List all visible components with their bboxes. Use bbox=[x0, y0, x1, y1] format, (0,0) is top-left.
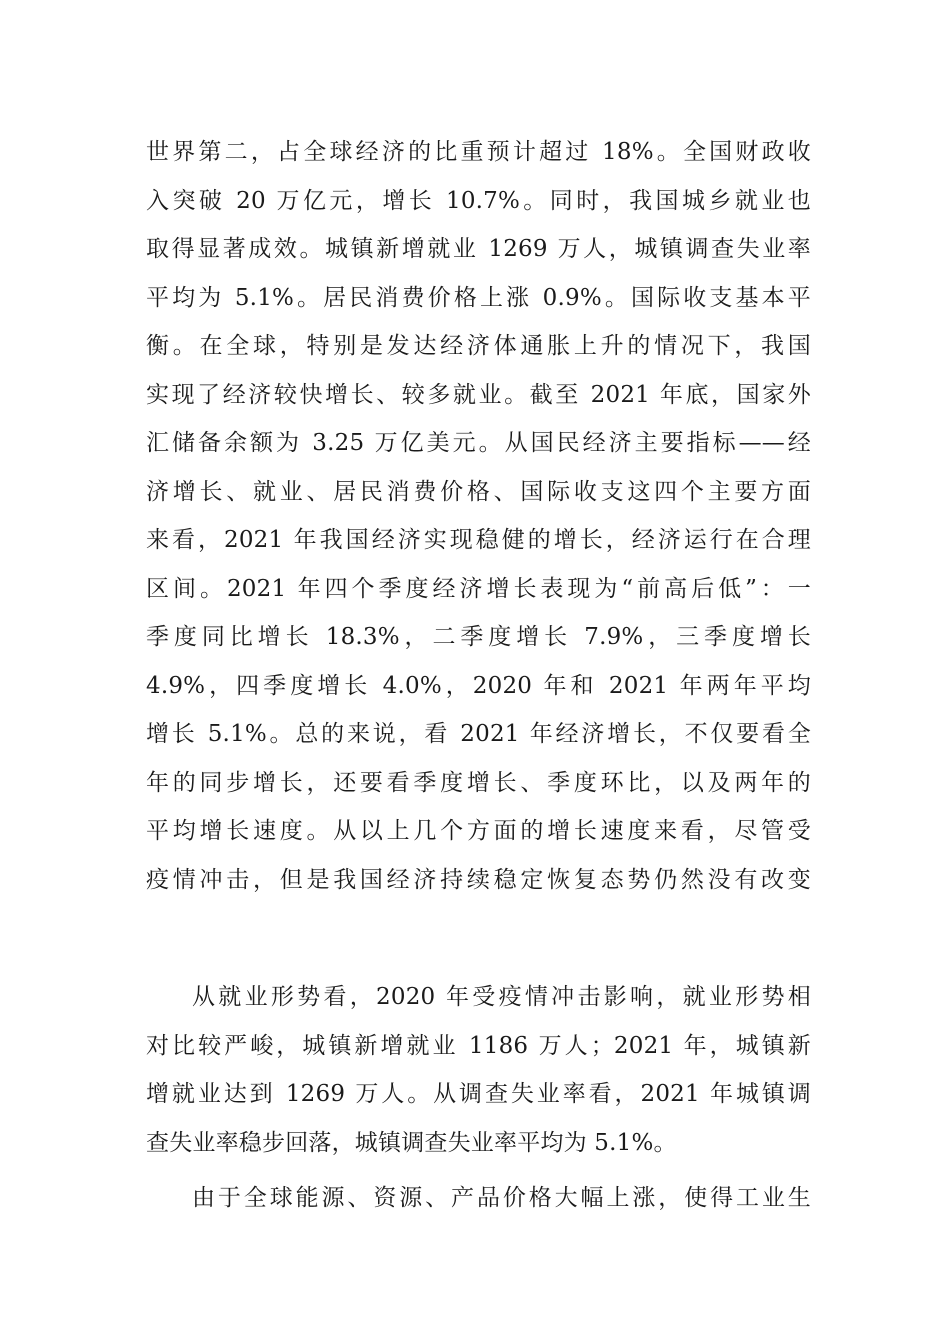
paragraph-prices bbox=[146, 1174, 811, 1223]
paragraph-line: 入突破 20 万亿元，增长 10.7%。同时，我国城乡就业也 bbox=[146, 187, 811, 214]
paragraph-line: 区间。2021 年四个季度经济增长表现为“前高后低”：一 bbox=[146, 575, 811, 602]
paragraph-line: 衡。在全球，特别是发达经济体通胀上升的情况下，我国 bbox=[146, 333, 811, 359]
paragraph-economy-overview bbox=[146, 128, 811, 904]
paragraph-employment bbox=[146, 973, 811, 1167]
paragraph-line: 对比较严峻，城镇新增就业 1186 万人；2021 年，城镇新 bbox=[146, 1032, 811, 1059]
paragraph-line: 增长 5.1%。总的来说，看 2021 年经济增长，不仅要看全 bbox=[146, 721, 811, 747]
paragraph-line: 平均增长速度。从以上几个方面的增长速度来看，尽管受 bbox=[146, 818, 811, 844]
paragraph-line: 济增长、就业、居民消费价格、国际收支这四个主要方面 bbox=[146, 478, 811, 505]
paragraph-line: 平均为 5.1%。居民消费价格上涨 0.9%。国际收支基本平 bbox=[146, 284, 811, 311]
paragraph-line: 增就业达到 1269 万人。从调查失业率看，2021 年城镇调 bbox=[146, 1081, 811, 1107]
paragraph-line: 疫情冲击，但是我国经济持续稳定恢复态势仍然没有改变 bbox=[146, 866, 811, 893]
paragraph-line: 查失业率稳步回落，城镇调查失业率平均为 5.1%。 bbox=[146, 1129, 677, 1156]
paragraph-line: 年的同步增长，还要看季度增长、季度环比，以及两年的 bbox=[146, 769, 811, 796]
paragraph-line: 世界第二，占全球经济的比重预计超过 18%。全国财政收 bbox=[146, 139, 811, 165]
paragraph-line: 季度同比增长 18.3%，二季度增长 7.9%，三季度增长 bbox=[146, 624, 811, 650]
paragraph-line: 4.9%，四季度增长 4.0%，2020 年和 2021 年两年平均 bbox=[146, 672, 811, 699]
paragraph-line: 由于全球能源、资源、产品价格大幅上涨，使得工业生 bbox=[192, 1185, 811, 1211]
paragraph-line: 取得显著成效。城镇新增就业 1269 万人，城镇调查失业率 bbox=[146, 236, 811, 262]
paragraph-line: 从就业形势看，2020 年受疫情冲击影响，就业形势相 bbox=[192, 984, 811, 1010]
paragraph-line: 实现了经济较快增长、较多就业。截至 2021 年底，国家外 bbox=[146, 381, 811, 408]
paragraph-line: 汇储备余额为 3.25 万亿美元。从国民经济主要指标——经 bbox=[146, 430, 811, 456]
paragraph-line: 来看，2021 年我国经济实现稳健的增长，经济运行在合理 bbox=[146, 527, 811, 553]
